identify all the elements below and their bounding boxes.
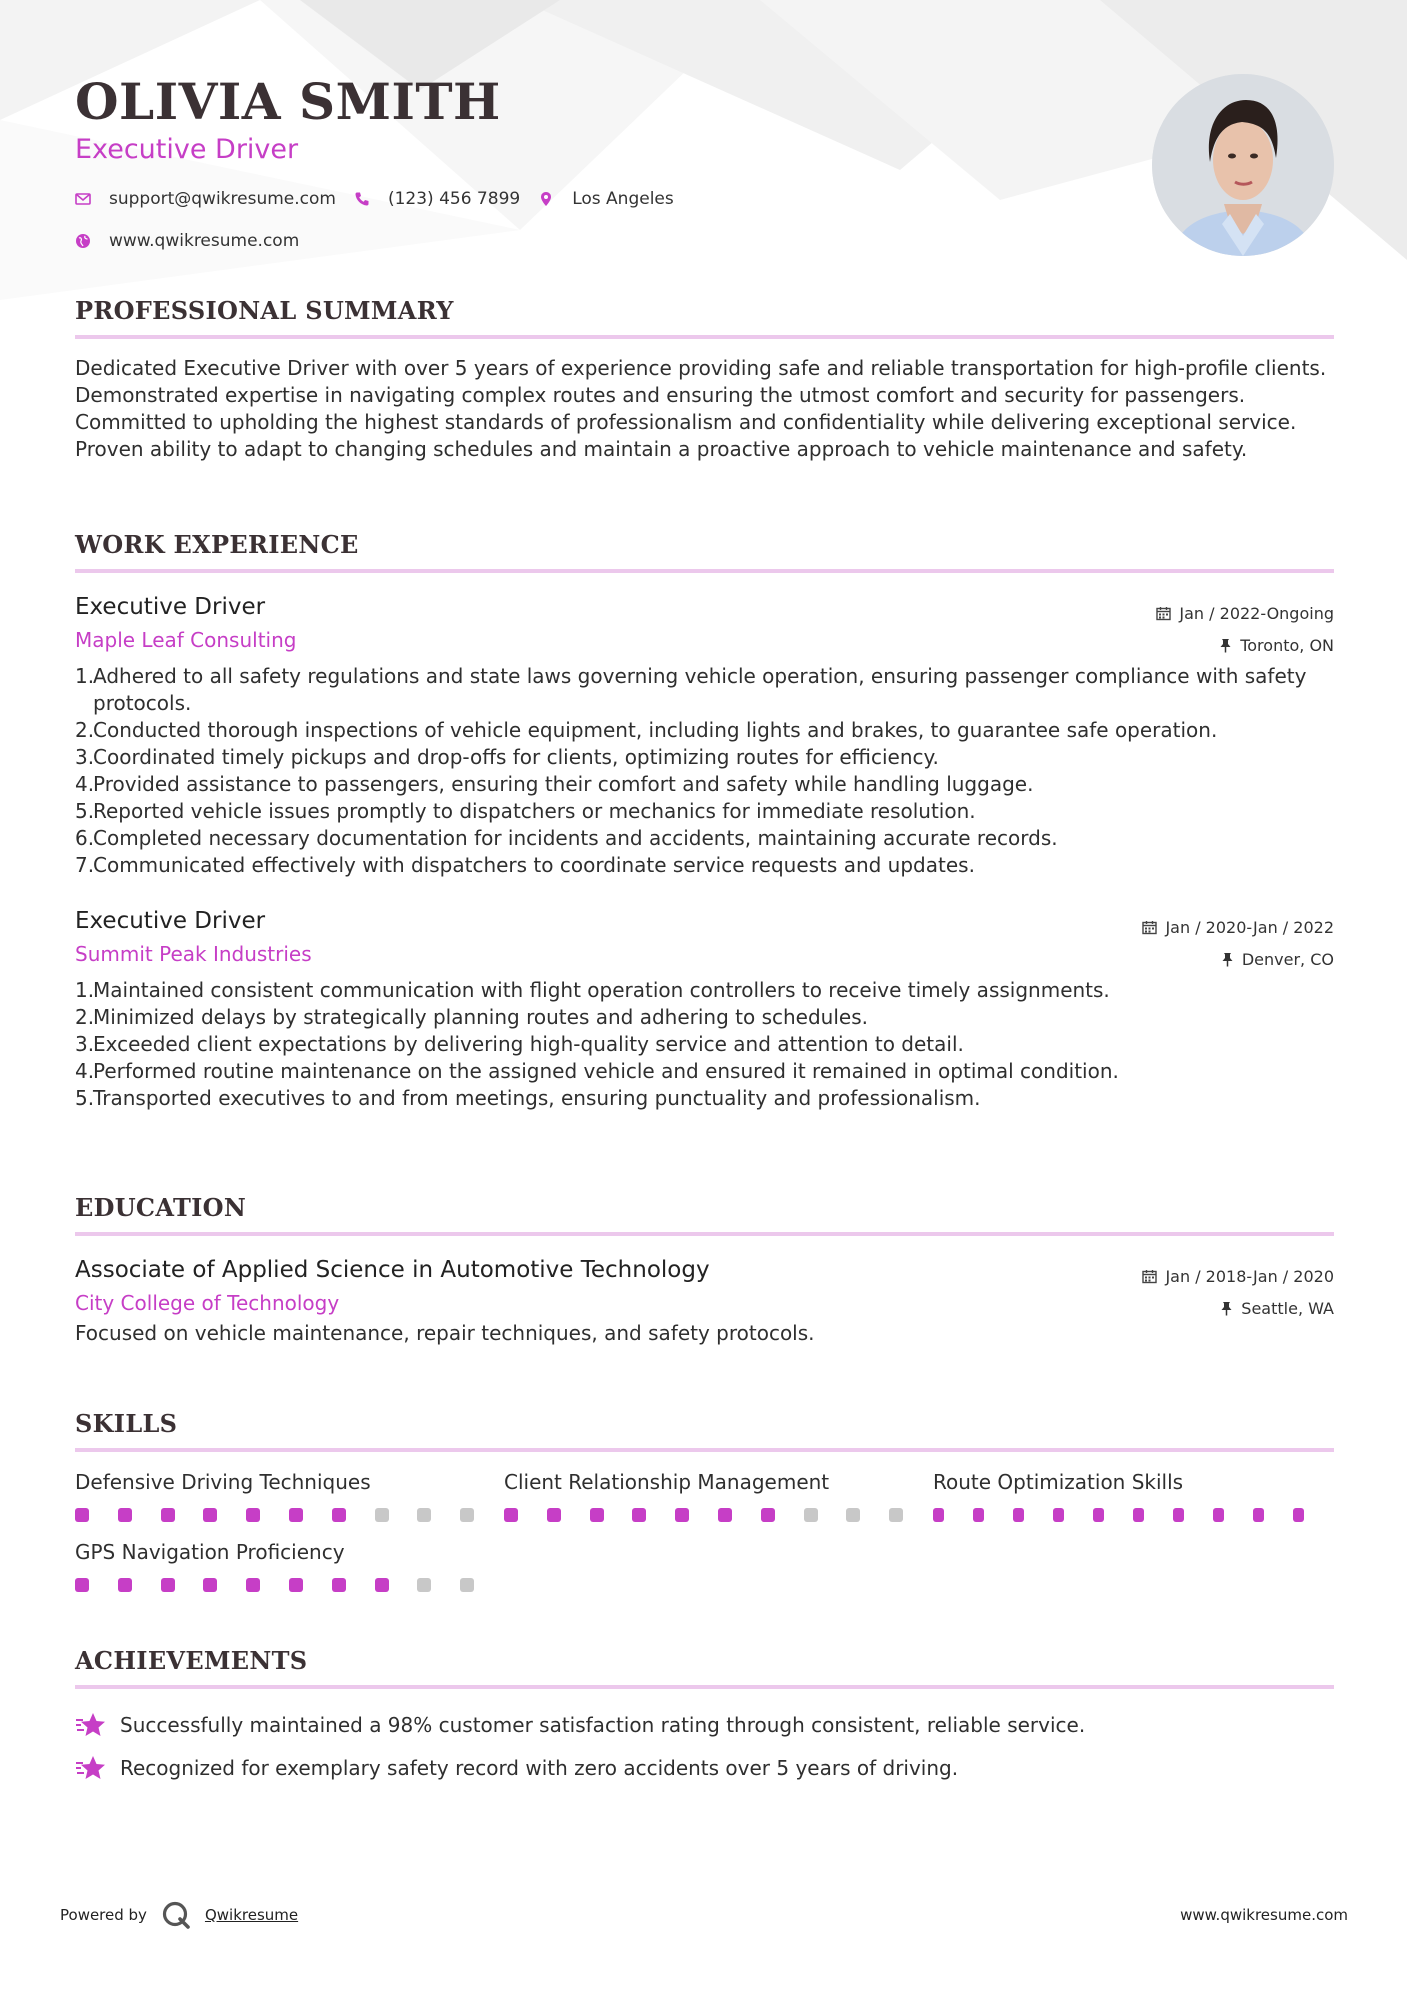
website-text: www.qwikresume.com [109,231,300,251]
skill-dot-filled [75,1578,89,1592]
job-location [1142,943,1334,975]
achievements-list [75,1709,1334,1784]
powered-by-label: Powered by [60,1906,147,1924]
education-entry [75,1254,1334,1347]
job-entry [75,591,1334,879]
skill-dot-filled [1133,1508,1144,1522]
skill-item [933,1470,1333,1522]
skill-name: Client Relationship Management [504,1470,830,1494]
skill-dot-empty [375,1508,389,1522]
skill-dot-filled [289,1508,303,1522]
job-dates-text: Jan / 2020-Jan / 2022 [1165,917,1334,937]
candidate-title: Executive Driver [75,134,299,165]
skill-dot-filled [718,1508,732,1522]
qwikresume-logo-icon [161,1900,191,1930]
skill-dot-filled [289,1578,303,1592]
job-location [1156,629,1334,661]
footer-website-link[interactable]: www.qwikresume.com [1180,1906,1348,1924]
calendar-icon [1156,606,1171,621]
skills-heading: SKILLS [75,1409,1334,1452]
skill-name: Defensive Driving Techniques [75,1470,371,1494]
job-location-text: Denver, CO [1241,949,1334,969]
achievement-text: Successfully maintained a 98% customer satisfaction rating through consistent, reliable service. [120,1713,1086,1737]
achievements-section [75,1646,1334,1795]
skill-rating [933,1508,1333,1522]
skill-rating [75,1578,504,1592]
education-section [75,1193,1334,1347]
phone-icon [354,191,370,207]
skill-dot-filled [75,1508,89,1522]
list-item: 6. Completed necessary documentation for incidents and accidents, maintaining accurate records. [75,826,1058,850]
job-company: Maple Leaf Consulting [75,628,297,652]
skill-dot-filled [1213,1508,1224,1522]
job-bullets [75,663,1334,879]
job-location-text: Toronto, ON [1240,635,1334,655]
contact-info [75,186,692,270]
contact-website[interactable] [75,231,299,251]
skill-rating [504,1508,933,1522]
job-company: Summit Peak Industries [75,942,312,966]
skill-dot-filled [203,1508,217,1522]
list-item [75,1709,1334,1741]
degree-title: Associate of Applied Science in Automotive Technology [75,1257,710,1283]
school-name: City College of Technology [75,1291,340,1315]
skill-dot-filled [161,1508,175,1522]
skill-dot-empty [417,1508,431,1522]
list-item: 2. Minimized delays by strategically planning routes and adhering to schedules. [75,1005,868,1029]
calendar-icon [1142,1269,1157,1284]
summary-heading: PROFESSIONAL SUMMARY [75,296,1334,339]
experience-heading: WORK EXPERIENCE [75,530,1334,573]
envelope-icon [75,191,91,207]
skill-dot-empty [846,1508,860,1522]
achievement-text: Recognized for exemplary safety record with zero accidents over 5 years of driving. [120,1756,959,1780]
job-meta [1156,597,1334,661]
skill-dot-filled [1253,1508,1264,1522]
contact-location [538,189,674,209]
skill-item [75,1540,504,1592]
job-meta [1142,911,1334,975]
calendar-icon [1142,920,1157,935]
achievements-heading: ACHIEVEMENTS [75,1646,1334,1689]
skill-item [504,1470,933,1522]
push-pin-icon [1221,952,1234,967]
contact-row-secondary [75,228,692,254]
skill-dot-filled [1013,1508,1024,1522]
skill-dot-filled [761,1508,775,1522]
skill-dot-filled [332,1508,346,1522]
star-icon [75,1753,107,1783]
contact-row-primary [75,186,692,212]
skill-dot-filled [203,1578,217,1592]
education-heading: EDUCATION [75,1193,1334,1236]
education-location-text: Seattle, WA [1241,1298,1334,1318]
list-item: 7. Communicated effectively with dispatchers to coordinate service requests and updates. [75,853,975,877]
skill-name: Route Optimization Skills [933,1470,1184,1494]
list-item: 5. Transported executives to and from meetings, ensuring punctuality and professionalism. [75,1086,981,1110]
star-icon [75,1710,107,1740]
skills-grid [75,1470,1334,1610]
skill-dot-filled [973,1508,984,1522]
experience-section [75,530,1334,1112]
list-item: 1. Adhered to all safety regulations and state laws governing vehicle operation, ensuring passenger compliance with safety protocols. [75,664,1307,715]
skill-dot-filled [632,1508,646,1522]
skill-dot-empty [417,1578,431,1592]
list-item: 3. Exceeded client expectations by delivering high-quality service and attention to detail. [75,1032,964,1056]
skill-dot-filled [933,1508,944,1522]
profile-photo [1152,74,1334,256]
list-item: 3. Coordinated timely pickups and drop-offs for clients, optimizing routes for efficiency. [75,745,939,769]
list-item: 5. Reported vehicle issues promptly to dispatchers or mechanics for immediate resolution. [75,799,976,823]
contact-phone[interactable] [354,189,520,209]
summary-section [75,296,1334,463]
summary-text: Dedicated Executive Driver with over 5 years of experience providing safe and reliable transportation for high-profile clients. Demonstrated expertise in navigating complex routes and ensuring the utmost comfort and security for passengers. Committed to upholding the highest standards of professionalism and confidentiality while delivering exceptional service. Proven ability to adapt to changing schedules and maintain a proactive approach to vehicle maintenance and safety. [75,356,1327,461]
list-item: 4. Performed routine maintenance on the assigned vehicle and ensured it remained in optimal condition. [75,1059,1119,1083]
job-dates-text: Jan / 2022-Ongoing [1179,603,1334,623]
skill-dot-empty [460,1508,474,1522]
job-dates [1156,597,1334,629]
skill-dot-empty [889,1508,903,1522]
list-item [75,1752,1334,1784]
push-pin-icon [1219,638,1232,653]
map-pin-icon [538,191,554,207]
list-item: 1. Maintained consistent communication with flight operation controllers to receive timely assignments. [75,978,1110,1002]
skill-dot-filled [1293,1508,1304,1522]
skill-name: GPS Navigation Proficiency [75,1540,345,1564]
skill-dot-empty [804,1508,818,1522]
education-dates [1142,1260,1334,1292]
candidate-name: OLIVIA SMITH [75,72,501,131]
skill-dot-filled [246,1508,260,1522]
skill-dot-filled [118,1578,132,1592]
skill-dot-filled [675,1508,689,1522]
skill-dot-filled [246,1578,260,1592]
job-bullets [75,977,1334,1112]
skill-dot-filled [375,1578,389,1592]
skill-item [75,1470,504,1522]
education-dates-text: Jan / 2018-Jan / 2020 [1165,1266,1334,1286]
skill-dot-filled [504,1508,518,1522]
skill-dot-filled [161,1578,175,1592]
email-text: support@qwikresume.com [109,189,336,209]
skills-section [75,1409,1334,1610]
list-item: 2. Conducted thorough inspections of vehicle equipment, including lights and brakes, to guarantee safe operation. [75,718,1218,742]
push-pin-icon [1220,1301,1233,1316]
list-item: 4. Provided assistance to passengers, ensuring their comfort and safety while handling luggage. [75,772,1034,796]
education-meta [1142,1260,1334,1324]
skill-dot-filled [1053,1508,1064,1522]
footer-powered-by [60,1900,298,1930]
skill-dot-empty [460,1578,474,1592]
skill-rating [75,1508,504,1522]
skill-dot-filled [590,1508,604,1522]
job-title: Executive Driver [75,594,266,620]
job-entry [75,905,1334,1112]
location-text: Los Angeles [572,189,674,209]
education-location [1142,1292,1334,1324]
skill-dot-filled [1093,1508,1104,1522]
phone-text: (123) 456 7899 [387,189,521,209]
contact-email[interactable] [75,189,336,209]
education-description: Focused on vehicle maintenance, repair techniques, and safety protocols. [75,1321,815,1345]
skill-dot-filled [118,1508,132,1522]
skill-dot-filled [547,1508,561,1522]
qwikresume-link[interactable]: Qwikresume [204,1906,299,1924]
skill-dot-filled [1173,1508,1184,1522]
job-dates [1142,911,1334,943]
job-title: Executive Driver [75,908,266,934]
skill-dot-filled [332,1578,346,1592]
globe-icon [75,233,91,249]
